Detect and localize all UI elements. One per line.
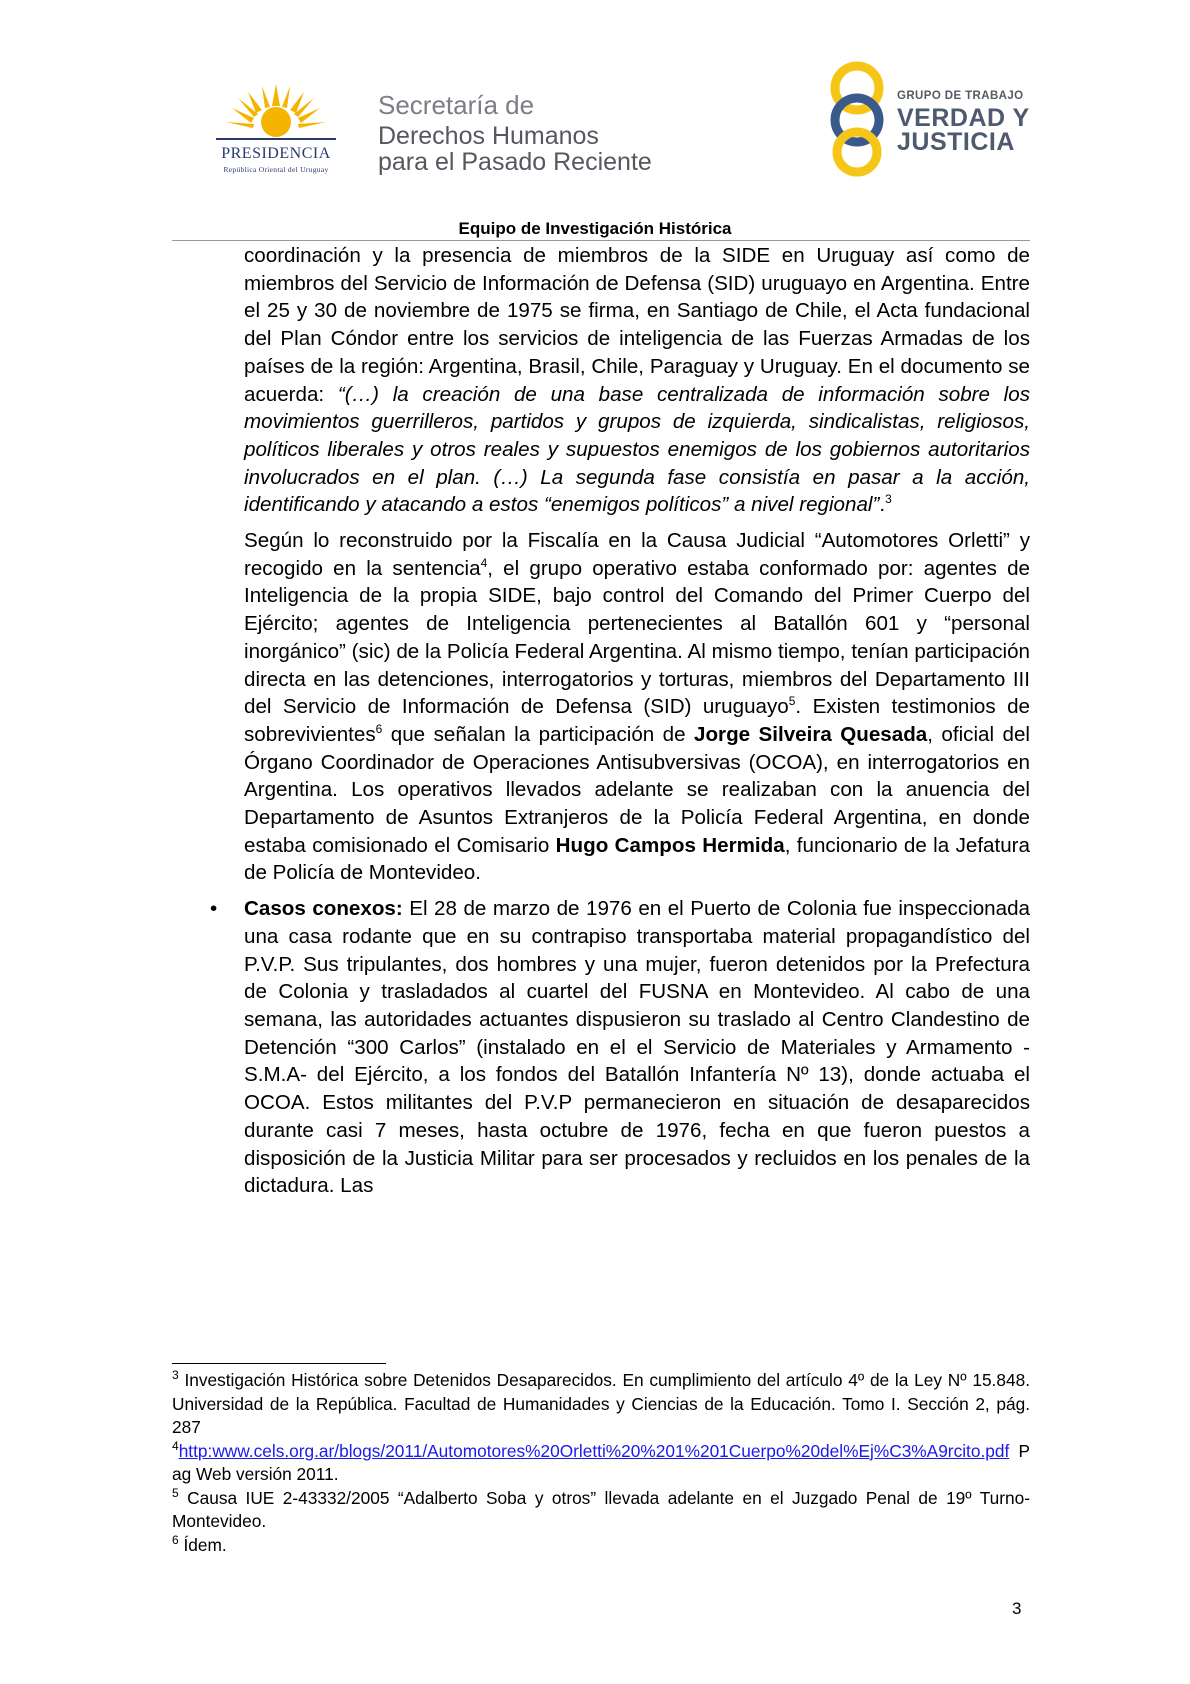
grupo-trabajo-label: GRUPO DE TRABAJO <box>897 90 1024 102</box>
p3-text: El 28 de marzo de 1976 en el Puerto de Colonia fue inspeccionada una casa rodante que en su contrapiso transportaba material propagandístico del P.V.P. Sus tripulantes, dos hombres y una mujer, fueron detenidos por la Prefectura de Colonia y trasladados al cuartel del FUSNA en Montevideo. Al cabo de una semana, las autoridades actuantes dispusieron su traslado al Centro Clandestino de Detención “300 Carlos” (instalado en el el Servicio de Materiales y Armamento -S.M.A- del Ejército, a los fondos del Batallón Infantería Nº 13), donde actuaba el OCOA. Estos militantes del P.V.P permanecieron en situación de desaparecidos durante casi 7 meses, hasta octubre de 1976, fecha en que fueron puestos a disposición de la Justicia Militar para ser procesados y recluidos en los penales de la dictadura. Las <box>244 897 1030 1198</box>
paragraph-plan-condor <box>244 242 1030 519</box>
footnote-ref-5[interactable]: 5 <box>788 694 796 709</box>
justicia-label: JUSTICIA <box>897 128 1015 156</box>
footnote-ref-3[interactable]: 3 <box>885 492 892 507</box>
page-header <box>0 0 1190 238</box>
name-silveira: Jorge Silveira Quesada <box>694 722 928 746</box>
footnote-divider <box>172 1363 386 1364</box>
secretaria-line-3: para el Pasado Reciente <box>378 148 652 176</box>
p2-text-e: , oficial del Órgano Coordinador de Operaciones Antisubversivas (OCOA), en interrogatorios en Argentina. Los operativos llevados adelante se realizaban con la anuencia del Departamento de Asuntos Extranjeros de la Policía Federal Argentina, en donde estaba comisionado el Comisario <box>244 722 1030 857</box>
p2-text-a: Según lo reconstruido por la Fiscalía en la Causa Judicial “Automotores Orletti” y recogido en la sentencia <box>244 529 1030 580</box>
footnote-number-5: 5 <box>172 1485 179 1500</box>
footnote-6-text: Ídem. <box>178 1534 227 1555</box>
bullet-casos-conexos <box>210 895 1030 1200</box>
footnote-6 <box>172 1534 1030 1558</box>
verdad-label: VERDAD Y <box>897 104 1030 132</box>
footnote-number-6: 6 <box>172 1532 179 1547</box>
main-text <box>210 242 1031 1200</box>
bullet-icon: • <box>210 897 218 921</box>
footnote-4-link[interactable]: http:www.cels.org.ar/blogs/2011/Automotores%20Orletti%20%201%201Cuerpo%20del%Ej%C3%A9rcito.pdf <box>178 1440 1010 1461</box>
casos-conexos-label: Casos conexos: <box>244 897 403 921</box>
p2-text-c: . Existen testimonios de sobrevivientes <box>244 695 1031 746</box>
footnotes <box>172 1369 1030 1557</box>
verdad-justicia-logo <box>822 58 1042 178</box>
presidencia-logo <box>196 82 356 174</box>
p1-end: . <box>879 493 886 517</box>
p2-text-f: , funcionario de la Jefatura de Policía de Montevideo. <box>244 833 1030 885</box>
sun-emblem-icon <box>196 82 356 146</box>
footnote-4 <box>172 1440 1030 1487</box>
p2-text-d: que señalan la participación de <box>382 722 695 746</box>
footnote-5 <box>172 1487 1030 1534</box>
presidencia-sublabel: República Oriental del Uruguay <box>223 165 329 174</box>
p1-quote: “(…) la creación de una base centralizada de información sobre los movimientos guerrilleros, partidos y grupos de izquierda, sindicalistas, religiosos, políticos liberales y otros reales y supuestos enemigos de los gobiernos autoritarios involucrados en el plan. (…) La segunda fase consistía en pasar a la acción, identificando y atacando a estos “enemigos políticos” a nivel regional” <box>244 382 1030 517</box>
footnote-number-4: 4 <box>172 1438 179 1453</box>
section-title: Equipo de Investigación Histórica <box>458 219 732 238</box>
p2-text-b: , el grupo operativo estaba conformado por: agentes de Inteligencia de la propia SIDE, bajo control del Comando del Primer Cuerpo del Ejército; agentes de Inteligencia pertenecientes al Batallón 601 y “personal inorgánico” (sic) de la Policía Federal Argentina. Al mismo tiempo, tenían participación directa en las detenciones, interrogatorios y torturas, miembros del Departamento III del Servicio de Información de Defensa (SID) uruguayo <box>244 556 1030 719</box>
footnote-3 <box>172 1369 1030 1440</box>
footnote-number-3: 3 <box>172 1368 179 1383</box>
footnote-ref-4[interactable]: 4 <box>480 555 488 570</box>
presidencia-label: PRESIDENCIA <box>221 145 331 162</box>
page-number: 3 <box>1012 1599 1022 1618</box>
header-divider <box>172 240 1030 241</box>
interlocked-rings-icon <box>822 58 892 178</box>
footnote-3-text: Investigación Histórica sobre Detenidos Desaparecidos. En cumplimiento del artículo 4º de la Ley Nº 15.848. Universidad de la República. Facultad de Humanidades y Ciencias de la Educación. Tomo I. Sección 2, pág. 287 <box>172 1370 1030 1437</box>
p1-text: coordinación y la presencia de miembros de la SIDE en Uruguay así como de miembros del Servicio de Información de Defensa (SID) uruguayo en Argentina. Entre el 25 y 30 de noviembre de 1975 se firma, en Santiago de Chile, el Acta fundacional del Plan Cóndor entre los servicios de inteligencia de las Fuerzas Armadas de los países de la región: Argentina, Brasil, Chile, Paraguay y Uruguay. En el documento se acuerda: <box>244 244 1030 406</box>
name-campos-hermida: Hugo Campos Hermida <box>555 833 785 857</box>
footnote-ref-6[interactable]: 6 <box>375 722 383 737</box>
secretaria-line-1: Secretaría de <box>378 90 535 120</box>
secretaria-line-2: Derechos Humanos <box>378 122 599 150</box>
footnote-5-text: Causa IUE 2-43332/2005 “Adalberto Soba y otros” llevada adelante en el Juzgado Penal de 19º Turno-Montevideo. <box>172 1487 1030 1531</box>
footnote-4-text: Pag Web versión 2011. <box>172 1440 1030 1484</box>
paragraph-orletti <box>244 527 1030 887</box>
